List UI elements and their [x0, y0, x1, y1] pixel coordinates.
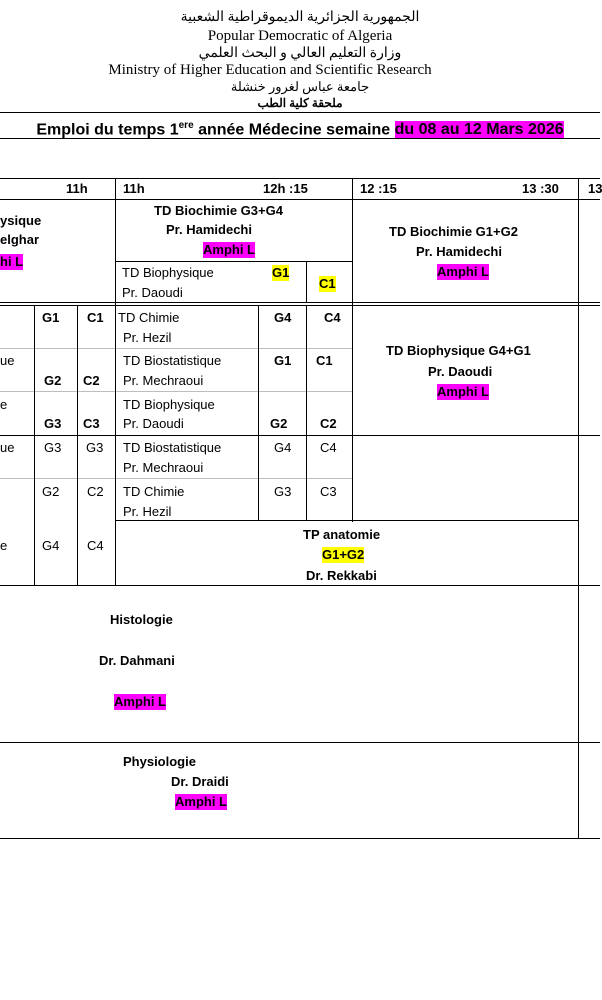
row3-left-room-0: G3 [86, 440, 104, 455]
row2-mid-prof-0: Pr. Hezil [123, 330, 172, 345]
header-arabic-ministry: وزارة التعليم العالي و البحث العلمي [198, 46, 402, 61]
time-12h15-end: 12h :15 [263, 181, 308, 196]
title-prefix: Emploi du temps 1 [36, 121, 179, 139]
anatomie-prof: Dr. Rekkabi [306, 568, 377, 583]
header-ministry: Ministry of Higher Education and Scientific Research [108, 62, 432, 78]
row2-left-text-1: ue [0, 353, 15, 368]
row2-left-group-2: G3 [44, 416, 62, 431]
row2-mid-group-1: G1 [274, 353, 292, 368]
row3-mid-prof-1: Pr. Hezil [123, 504, 172, 519]
row2-left-room-0: C1 [87, 310, 104, 325]
row3-mid-room-1: C3 [320, 484, 337, 499]
row2-left-group-0: G1 [42, 310, 60, 325]
row3-mid-prof-0: Pr. Mechraoui [123, 460, 204, 475]
row2-mid-room-1: C1 [316, 353, 333, 368]
time-12h15-start: 12 :15 [360, 181, 397, 196]
row3-mid-group-0: G4 [274, 440, 292, 455]
histologie-title: Histologie [110, 612, 173, 627]
biochimie-a-room: Amphi L [203, 242, 255, 257]
physiologie-title: Physiologie [123, 754, 196, 769]
biophysique-title: TD Biophysique [122, 265, 214, 280]
row3-left-text-2: e [0, 538, 8, 553]
histologie-prof: Dr. Dahmani [99, 653, 175, 668]
row2-mid-room-0: C4 [324, 310, 341, 325]
row3-left-room-2: C4 [87, 538, 104, 553]
time-13: 13 [588, 181, 602, 196]
row3-left-room-1: C2 [87, 484, 104, 499]
row2-left-group-1: G2 [44, 373, 62, 388]
physiologie-room: Amphi L [175, 794, 227, 809]
row2-right-prof: Pr. Daoudi [428, 364, 493, 379]
header-arabic-faculty: ملحقة كلية الطب [257, 96, 343, 110]
row2-mid-group-2: G2 [270, 416, 288, 431]
row3-left-group-0: G3 [44, 440, 62, 455]
histologie-room: Amphi L [114, 694, 166, 709]
row2-mid-group-0: G4 [274, 310, 292, 325]
row2-mid-prof-2: Pr. Daoudi [123, 416, 184, 431]
biochimie-a-title: TD Biochimie G3+G4 [154, 203, 283, 218]
time-11h-start: 11h [123, 181, 145, 196]
time-11h-end: 11h [66, 181, 88, 196]
title-suffix: année Médecine semaine [193, 121, 395, 139]
anatomie-title: TP anatomie [303, 527, 381, 542]
row3-mid-title-1: TD Chimie [123, 484, 185, 499]
biochimie-b-title: TD Biochimie G1+G2 [389, 224, 518, 239]
page-title [0, 116, 600, 140]
biophysique-group: G1 [272, 265, 290, 280]
row2-left-room-1: C2 [83, 373, 100, 388]
biophysique-prof: Pr. Daoudi [122, 285, 183, 300]
row2-mid-title-2: TD Biophysique [123, 397, 215, 412]
row2-mid-prof-1: Pr. Mechraoui [123, 373, 204, 388]
row2-left-room-2: C3 [83, 416, 100, 431]
time-13h30: 13 :30 [522, 181, 559, 196]
row2-mid-title-1: TD Biostatistique [123, 353, 222, 368]
header-arabic-republic: الجمهورية الجزائرية الديموقراطية الشعبية [180, 10, 420, 25]
row3-left-group-2: G4 [42, 538, 60, 553]
row3-mid-group-1: G3 [274, 484, 292, 499]
header-republic: Popular Democratic of Algeria [207, 28, 393, 44]
row2-left-text-2: e [0, 397, 8, 412]
biochimie-b-prof: Pr. Hamidechi [416, 244, 502, 259]
row3-left-text-0: ue [0, 440, 15, 455]
row3-mid-room-0: C4 [320, 440, 337, 455]
row1-left-amphi: hi L [0, 254, 24, 269]
biochimie-b-room: Amphi L [437, 264, 489, 279]
row2-mid-title-0: TD Chimie [118, 310, 180, 325]
row3-mid-title-0: TD Biostatistique [123, 440, 222, 455]
row1-left-line1: ysique [0, 213, 42, 228]
header-arabic-university: جامعة عباس لغرور خنشلة [230, 79, 370, 94]
row1-left-line2: elghar [0, 232, 40, 247]
biophysique-room: C1 [319, 276, 336, 291]
anatomie-groups: G1+G2 [322, 547, 365, 562]
row3-left-group-1: G2 [42, 484, 60, 499]
biochimie-a-prof: Pr. Hamidechi [166, 222, 252, 237]
physiologie-prof: Dr. Draidi [171, 774, 229, 789]
title-dates: du 08 au 12 Mars 2026 [394, 121, 564, 139]
row2-right-room: Amphi L [437, 384, 489, 399]
row2-mid-room-2: C2 [320, 416, 337, 431]
title-sup: ere [178, 120, 194, 131]
row2-right-title: TD Biophysique G4+G1 [386, 343, 531, 358]
